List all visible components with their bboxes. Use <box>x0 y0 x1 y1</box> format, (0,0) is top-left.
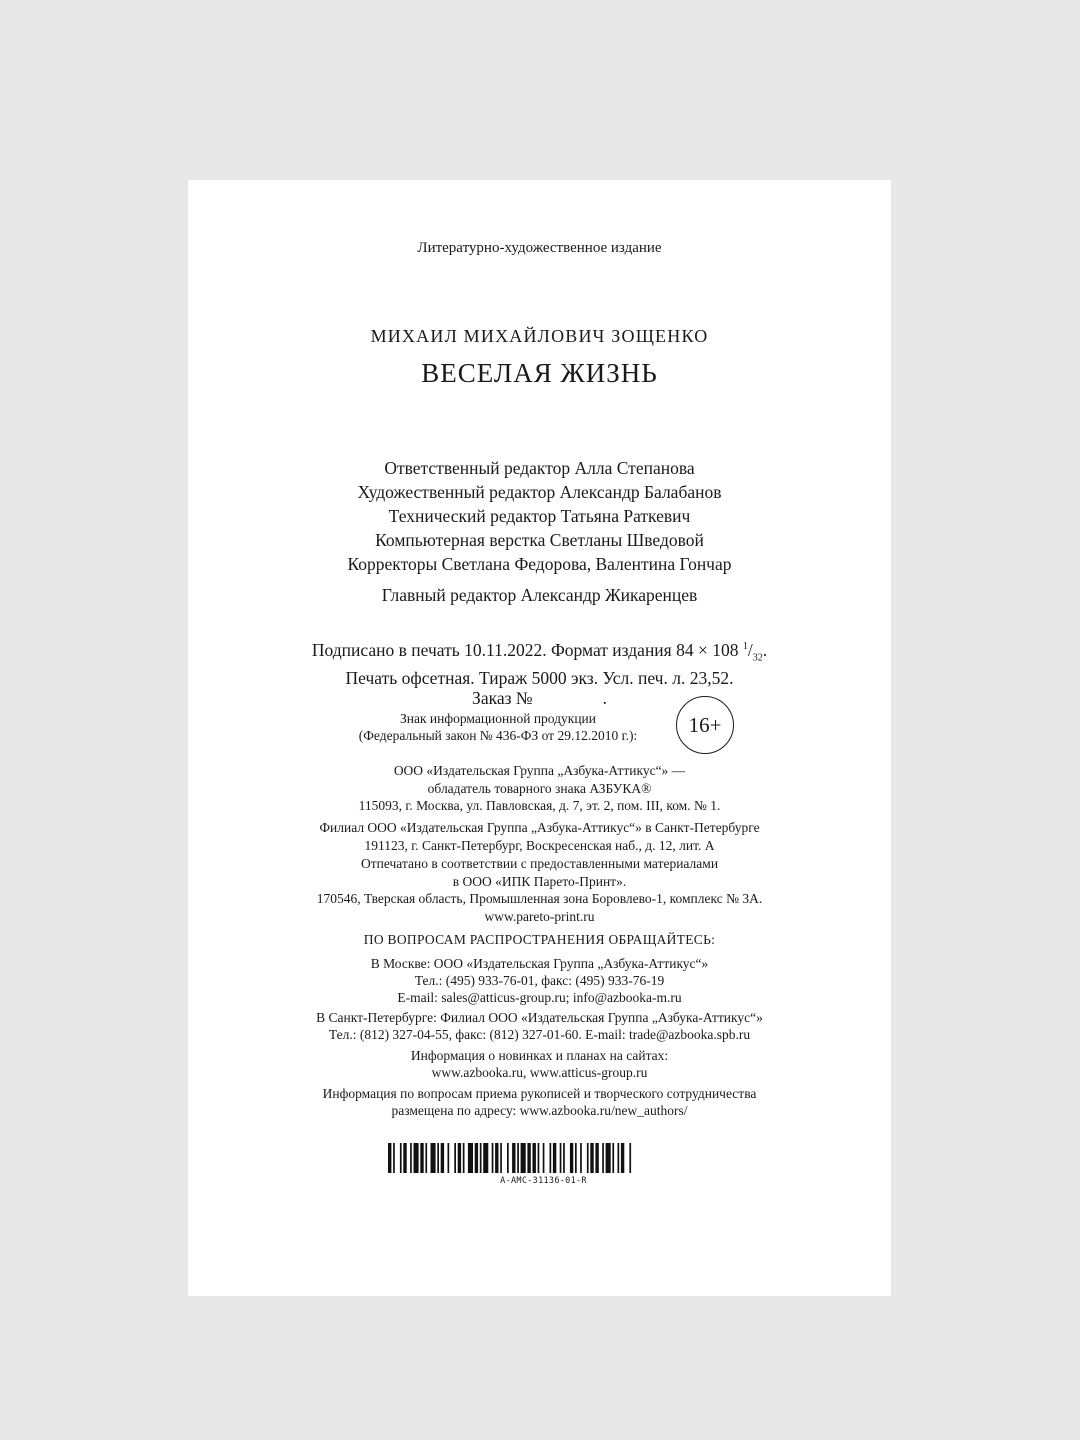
distribution-heading: ПО ВОПРОСАМ РАСПРОСТРАНЕНИЯ ОБРАЩАЙТЕСЬ: <box>363 932 716 947</box>
barcode-bar <box>563 1143 565 1173</box>
news-line: Информация о новинках и планах на сайтах: <box>410 1048 669 1063</box>
manuscripts-line: Информация по вопросам приема рукописей и творческого сотрудничества <box>322 1086 757 1101</box>
barcode-bar <box>492 1143 494 1173</box>
barcode-bar <box>629 1143 631 1173</box>
barcode-bar <box>602 1143 604 1173</box>
printer-line: 170546, Тверская область, Промышленная зона Боровлево-1, комплекс № 3А. <box>316 891 763 906</box>
publisher-info <box>188 762 891 815</box>
barcode-bar <box>400 1143 402 1173</box>
credit-line: Художественный редактор Александр Балабанов <box>357 482 722 502</box>
barcode-label: A-AMC-31136-01-R <box>500 1176 587 1186</box>
age-rating-text <box>348 710 648 744</box>
order-end: . <box>602 688 607 709</box>
edition-type: Литературно-художественное издание <box>417 240 662 256</box>
printer-line: в ООО «ИПК Парето-Принт». <box>452 873 627 889</box>
age-rating-line: (Федеральный закон № 436-ФЗ от 29.12.2010 г.): <box>358 728 638 743</box>
book-imprint-page <box>188 180 891 1296</box>
news-info <box>188 1047 891 1081</box>
barcode-bar <box>480 1143 482 1173</box>
barcode-bar <box>538 1143 540 1173</box>
barcode-bar <box>521 1143 526 1173</box>
branch-info <box>188 819 891 854</box>
barcode-bar <box>570 1143 573 1173</box>
print-info-line-2: Печать офсетная. Тираж 5000 экз. Усл. печ. л. 23,52. <box>345 668 734 689</box>
barcode-bar <box>580 1143 582 1173</box>
barcode-bar <box>414 1143 419 1173</box>
credit-line: Ответственный редактор Алла Степанова <box>384 458 695 478</box>
contact-line: E-mail: sales@atticus-group.ru; info@azbooka-m.ru <box>397 990 682 1005</box>
barcode-bar <box>527 1143 530 1173</box>
chief-editor: Главный редактор Александр Жикаренцев <box>381 585 698 605</box>
credit-line: Корректоры Светлана Федорова, Валентина Гончар <box>347 554 732 574</box>
spb-contacts <box>188 1009 891 1043</box>
barcode-bar <box>621 1143 624 1173</box>
barcode-bar <box>517 1143 519 1173</box>
printer-line: Отпечатано в соответствии с предоставленными материалами <box>360 856 719 871</box>
printer-info <box>188 855 891 925</box>
barcode-bar <box>590 1143 593 1173</box>
manuscripts-info <box>188 1085 891 1119</box>
credit-line: Технический редактор Татьяна Раткевич <box>388 506 691 526</box>
barcode-bar <box>507 1143 509 1173</box>
barcode-bar <box>533 1143 536 1173</box>
barcode-bar <box>483 1143 488 1173</box>
barcode-bar <box>475 1143 478 1173</box>
barcode-bar <box>425 1143 427 1173</box>
contact-line: В Санкт-Петербурге: Филиал ООО «Издательская Группа „Азбука-Аттикус“» <box>316 1010 763 1025</box>
age-rating-badge: 16+ <box>676 696 734 754</box>
publisher-line: обладатель товарного знака АЗБУКА® <box>427 780 652 796</box>
barcode-icon <box>388 1143 699 1173</box>
editorial-credits <box>188 456 891 576</box>
book-title: ВЕСЕЛАЯ ЖИЗНЬ <box>421 358 658 388</box>
barcode-bar <box>420 1143 423 1173</box>
order-label: Заказ № <box>472 688 533 709</box>
barcode-bar <box>587 1143 589 1173</box>
barcode-bar <box>575 1143 577 1173</box>
publisher-line: ООО «Издательская Группа „Азбука-Аттикус“» — <box>393 763 686 778</box>
barcode-bar <box>393 1143 395 1173</box>
barcode-bar <box>560 1143 562 1173</box>
barcode-bar <box>512 1143 515 1173</box>
barcode-bar <box>595 1143 598 1173</box>
barcode-bar <box>410 1143 412 1173</box>
barcode-bar <box>500 1143 502 1173</box>
barcode-bar <box>612 1143 614 1173</box>
barcode-bar <box>606 1143 611 1173</box>
barcode-bar <box>448 1143 450 1173</box>
print-info-text: Подписано в печать 10.11.2022. Формат издания 84 × 108 <box>311 639 743 660</box>
age-rating-line: Знак информационной продукции <box>399 711 597 726</box>
barcode-bar <box>463 1143 465 1173</box>
contact-line: Тел.: (812) 327-04-55, факс: (812) 327-01-60. E-mail: trade@azbooka.spb.ru <box>328 1027 751 1042</box>
barcode-bar <box>431 1143 436 1173</box>
news-websites: www.azbooka.ru, www.atticus-group.ru <box>431 1065 648 1080</box>
barcode-bar <box>468 1143 473 1173</box>
barcode-bar <box>495 1143 498 1173</box>
barcode-bar <box>550 1143 552 1173</box>
age-rating <box>188 696 891 756</box>
format-denominator: 32 <box>752 652 763 664</box>
printer-website: www.pareto-print.ru <box>484 908 595 924</box>
print-info-line-1: Подписано в печать 10.11.2022. Формат издания 84 × 108 $^1/_{32}$. <box>311 639 768 664</box>
barcode-bar <box>553 1143 556 1173</box>
author-name: МИХАИЛ МИХАЙЛОВИЧ ЗОЩЕНКО <box>370 326 709 346</box>
contact-line: В Москве: ООО «Издательская Группа „Азбука-Аттикус“» <box>370 956 709 971</box>
barcode-bar <box>543 1143 545 1173</box>
contact-line: Тел.: (495) 933-76-01, факс: (495) 933-76-19 <box>414 973 665 988</box>
barcode-bar <box>618 1143 620 1173</box>
barcode <box>388 1143 699 1189</box>
barcode-bar <box>388 1143 391 1173</box>
branch-line: Филиал ООО «Издательская Группа „Азбука-Аттикус“» в Санкт-Петербурге <box>319 820 760 835</box>
manuscripts-line: размещена по адресу: www.azbooka.ru/new_authors/ <box>391 1103 688 1118</box>
branch-line: 191123, г. Санкт-Петербург, Воскресенская наб., д. 12, лит. А <box>364 837 715 853</box>
credit-line: Компьютерная верстка Светланы Шведовой <box>375 530 704 550</box>
barcode-bar <box>458 1143 461 1173</box>
barcode-bar <box>403 1143 406 1173</box>
barcode-bar <box>454 1143 456 1173</box>
publisher-line: 115093, г. Москва, ул. Павловская, д. 7, эт. 2, пом. III, ком. № 1. <box>358 798 721 813</box>
format-numerator: 1 <box>742 641 748 652</box>
barcode-bar <box>441 1143 444 1173</box>
barcode-bar <box>437 1143 439 1173</box>
moscow-contacts <box>188 955 891 1006</box>
